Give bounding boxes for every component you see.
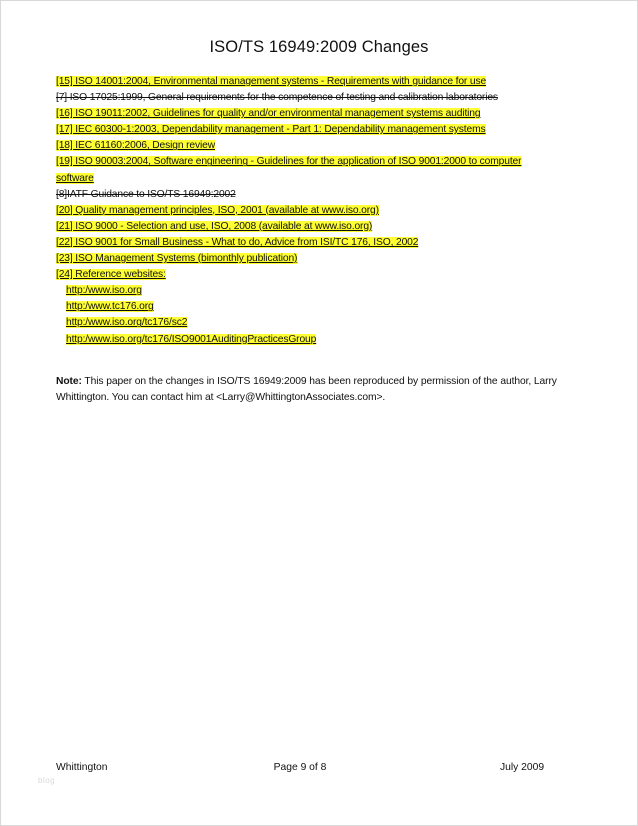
reference-item-17 <box>56 122 556 138</box>
reference-text: [20] Quality management principles, ISO, 2001 (available at www.iso.org) <box>56 204 379 216</box>
website-item[interactable] <box>56 315 556 331</box>
watermark: blog <box>38 776 56 785</box>
reference-text: [24] Reference websites: <box>56 269 166 281</box>
website-item[interactable] <box>56 283 556 299</box>
reference-item-24 <box>56 267 556 283</box>
reference-item-19 <box>56 154 556 186</box>
reference-item-7 <box>56 90 556 106</box>
website-link[interactable]: http:/www.tc176.org <box>66 301 154 313</box>
reference-text: [23] ISO Management Systems (bimonthly publication) <box>56 253 298 265</box>
reference-text: [19] ISO 90003:2004, Software engineering - Guidelines for the application of ISO 9001:2000 to computer software <box>56 156 522 184</box>
reference-item-20 <box>56 203 556 219</box>
reference-item-22 <box>56 235 556 251</box>
reference-text: [8]IATF Guidance to ISO/TS 16949:2002 <box>56 188 236 200</box>
reference-text: [7] ISO 17025:1999, General requirements for the competence of testing and calibration laboratories <box>56 92 498 104</box>
reference-item-8 <box>56 187 556 203</box>
website-item[interactable] <box>56 332 556 348</box>
footer-date: July 2009 <box>500 762 545 773</box>
website-item[interactable] <box>56 299 556 315</box>
reference-text: [16] ISO 19011:2002, Guidelines for quality and/or environmental management systems auditing <box>56 108 481 120</box>
reference-text: [18] IEC 61160:2006, Design review <box>56 140 215 152</box>
reference-item-18 <box>56 138 556 154</box>
document-title: ISO/TS 16949:2009 Changes <box>209 38 429 56</box>
website-link[interactable]: http:/www.iso.org <box>66 285 142 297</box>
note-text: This paper on the changes in ISO/TS 16949:2009 has been reproduced by permission of the author, Larry Whittington. You can contact him at <Larry@WhittingtonAssociates.com>. <box>56 376 557 404</box>
website-link[interactable]: http:/www.iso.org/tc176/ISO9001AuditingPracticesGroup <box>66 333 317 345</box>
reference-text: [17] IEC 60300-1:2003, Dependability management - Part 1: Dependability management systems <box>56 124 486 136</box>
reference-text: [21] ISO 9000 - Selection and use, ISO, 2008 (available at www.iso.org) <box>56 220 373 232</box>
footer-page-number: Page 9 of 8 <box>273 762 327 773</box>
reference-item-23 <box>56 251 556 267</box>
note-paragraph <box>56 374 584 406</box>
reference-item-15 <box>56 74 556 90</box>
footer-author: Whittington <box>56 762 108 773</box>
reference-list <box>56 74 556 348</box>
note-label: Note: <box>56 376 82 387</box>
reference-text: [22] ISO 9001 for Small Business - What to do, Advice from ISI/TC 176, ISO, 2002 <box>56 236 419 248</box>
reference-text: [15] ISO 14001:2004, Environmental management systems - Requirements with guidance for use <box>56 76 487 87</box>
website-link[interactable]: http:/www.iso.org/tc176/sc2 <box>66 317 188 329</box>
reference-item-16 <box>56 106 556 122</box>
reference-item-21 <box>56 219 556 235</box>
